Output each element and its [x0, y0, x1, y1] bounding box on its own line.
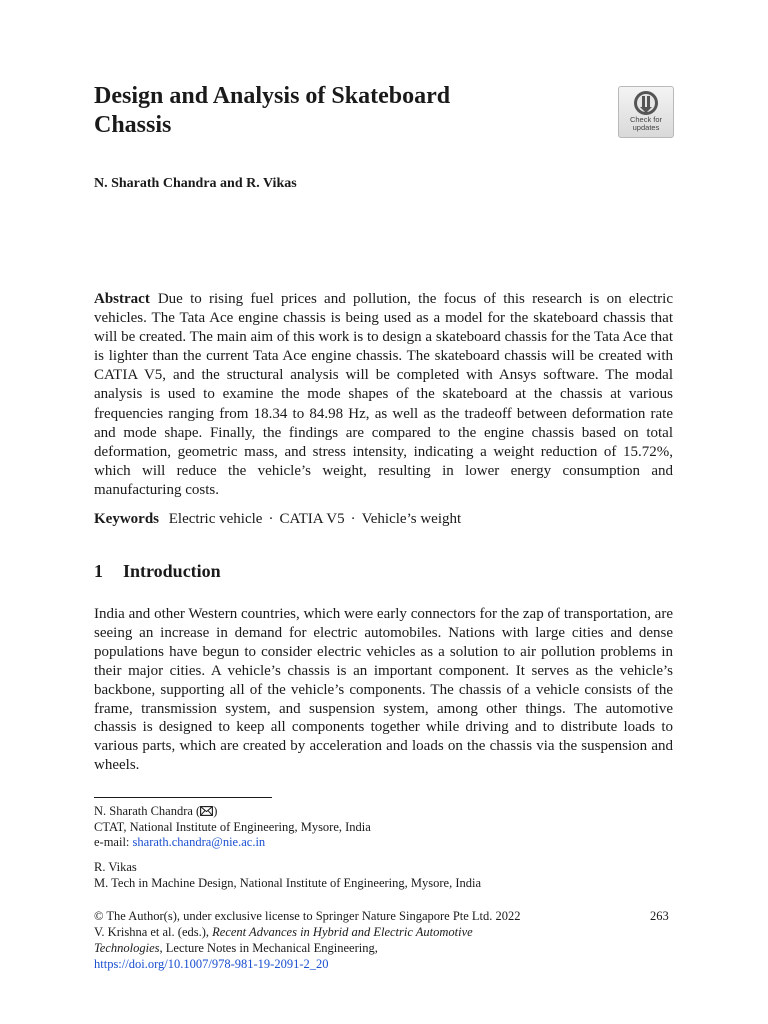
- author-1-affiliation: CTAT, National Institute of Engineering, Mysore, India: [94, 819, 371, 834]
- check-for-updates-icon: [631, 90, 661, 116]
- envelope-icon: [200, 806, 213, 816]
- keyword-separator: ·: [350, 511, 356, 527]
- author-2-affiliation: M. Tech in Machine Design, National Institute of Engineering, Mysore, India: [94, 875, 481, 890]
- email-link[interactable]: sharath.chandra@nie.ac.in: [132, 835, 266, 849]
- doi-link[interactable]: https://doi.org/10.1007/978-981-19-2091-2_20: [94, 957, 329, 971]
- section-number: 1: [94, 561, 103, 581]
- author-1-email-line: [94, 835, 694, 851]
- copyright-line: © The Author(s), under exclusive license to Springer Nature Singapore Pte Ltd. 2022: [94, 909, 521, 923]
- author-2-name: R. Vikas: [94, 860, 137, 874]
- author-1-line: [94, 804, 694, 820]
- citation-block: [94, 908, 614, 972]
- title-line-2: Chassis: [94, 112, 172, 138]
- series-line: [94, 940, 614, 956]
- series-text: , Lecture Notes in Mechanical Engineering,: [159, 941, 378, 955]
- introduction-text: India and other Western countries, which were early connectors for the zap of transportation, are seeing an increase in demand for electric automobiles. Nations with large cities and dense populations have begun to consider electric vehicles as a solution to air pollution problems in their major cities. A vehicle’s chassis is an important component. It serves as the vehicle’s backbone, supporting all of the vehicle’s components. The chassis of a vehicle consists of the frame, transmission system, and suspension system, among other things. The automotive chassis is designed to keep all components together while driving and to distribute loads to various parts, which are created by acceleration and loads on the chassis via the suspension and wheels.: [94, 606, 673, 774]
- abstract-text: Due to rising fuel prices and pollution, the focus of this research is on electric vehicles. The Tata Ace engine chassis is being used as a model for the skateboard chassis that will be created. The main aim of this work is to design a skateboard chassis for the Tata Ace that is lighter than the current Tata Ace engine chassis. The skateboard chassis will be created with CATIA V5, and the structural analysis will be completed with Ansys software. The modal analysis is used to examine the mode shapes of the skateboard at the chassis at various frequencies ranging from 18.34 to 84.98 Hz, as well as the tradeoff between deformation rate and mode shape. Finally, the findings are compared to the engine chassis based on total deformation, geometric mass, and stress intensity, indicating a weight reduction of 15.72%, which will reduce the vehicle’s weight, resulting in lower energy consumption and manufacturing costs.: [94, 291, 673, 498]
- editors-line: [94, 924, 614, 940]
- keyword-item: CATIA V5: [279, 511, 345, 527]
- title-line-1: Design and Analysis of Skateboard: [94, 83, 451, 109]
- author-1-name: N. Sharath Chandra (: [94, 804, 201, 818]
- section-title: Introduction: [123, 561, 221, 581]
- badge-line-2: updates: [632, 123, 660, 132]
- paper-title: [94, 82, 574, 140]
- book-title-part-1: Recent Advances in Hybrid and Electric Automotive: [212, 925, 473, 939]
- keyword-item: Vehicle’s weight: [361, 511, 462, 527]
- abstract: [94, 290, 673, 500]
- keywords: [94, 510, 673, 529]
- email-label: e-mail:: [94, 835, 133, 849]
- editors: V. Krishna et al. (eds.),: [94, 925, 213, 939]
- section-heading: [94, 560, 221, 582]
- author-1-name-close: ): [213, 804, 218, 818]
- check-for-updates-badge[interactable]: [618, 86, 674, 138]
- footnote-rule: [94, 797, 272, 798]
- keywords-label: Keywords: [94, 511, 159, 527]
- book-title-part-2: Technologies: [94, 941, 160, 955]
- footnote-author-1: [94, 804, 694, 851]
- keyword-item: Electric vehicle: [168, 511, 263, 527]
- badge-line-1: Check for: [629, 115, 663, 124]
- keyword-separator: ·: [268, 511, 274, 527]
- footnote-author-2: [94, 860, 694, 891]
- author-list: N. Sharath Chandra and R. Vikas: [94, 176, 297, 191]
- abstract-label: Abstract: [94, 291, 150, 307]
- page-number: 263: [650, 909, 669, 923]
